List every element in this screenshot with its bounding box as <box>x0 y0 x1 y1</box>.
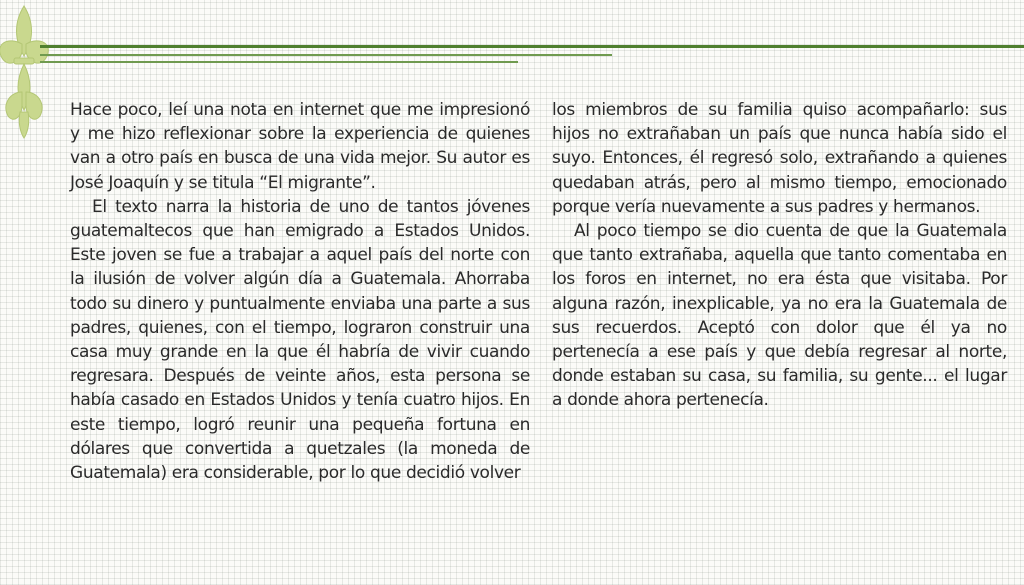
left-paragraph-1: Hace poco, leí una nota en internet que me impresionó y me hizo reflexionar sobre la experiencia de quienes van a otro país en busca de una vida mejor. Su autor es José Joaquín y se titula “El migrante”. <box>70 100 530 193</box>
left-paragraph-2: El texto narra la historia de uno de tantos jóvenes guatemaltecos que han emigrado a Estados Unidos. Este joven se fue a trabajar a aquel país del norte con la ilusión de volver algún día a Guatemala. Ahorraba todo su dinero y puntualmente enviaba una parte a sus padres, quienes, con el tiempo, lograron construir una casa muy grande en la que él habría de vivir cuando regresara. Después de veinte años, esta persona se había casado en Estados Unidos y tenía cuatro hijos. En este tiempo, logró reunir una pequeña fortuna en dólares que convertida a quetzales (la moneda de Guatemala) era considerable, por lo que decidió volver <box>70 196 530 484</box>
right-paragraph-2: Al poco tiempo se dio cuenta de que la Guatemala que tanto extrañaba, aquella que tanto comentaba en los foros en internet, no era ésta que visitaba. Por alguna razón, inexplicable, ya no era la Guatemala de sus recuerdos. Aceptó con dolor que él ya no pertenecía a ese país y que debía regresar al norte, donde estaban su casa, su familia, su gente... el lugar a donde ahora pertenecía. <box>552 221 1007 411</box>
header-rule-long <box>40 45 1024 48</box>
header-rule-short-1 <box>40 54 612 56</box>
article-right-column <box>552 98 1007 413</box>
article-left-column <box>70 98 530 485</box>
right-paragraph-1: los miembros de su familia quiso acompañarlo: sus hijos no extrañaban un país que nunca había sido el suyo. Entonces, él regresó solo, extrañando a quienes quedaban atrás, pero al mismo tiempo, emocionado porque vería nuevamente a sus padres y hermanos. <box>552 100 1007 217</box>
header-rule-short-2 <box>40 61 518 63</box>
fleur-de-lis-ornament-icon <box>0 0 52 140</box>
